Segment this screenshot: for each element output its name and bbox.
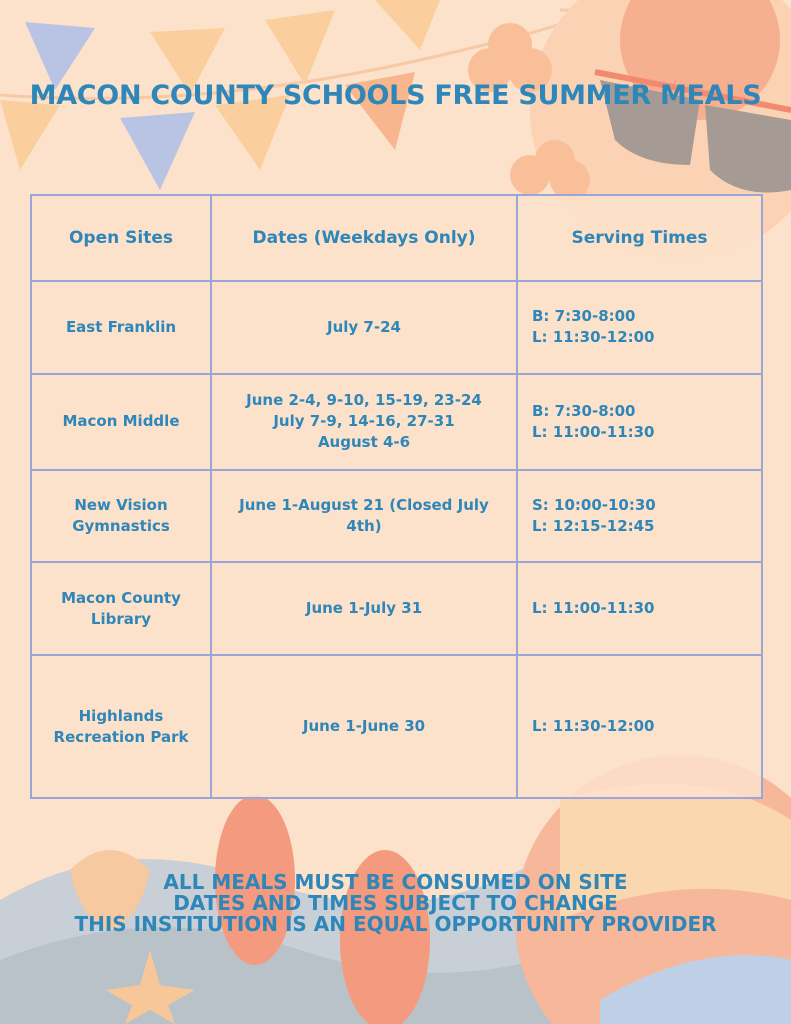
header-times: Serving Times [517,195,762,281]
table-header-row [31,195,762,281]
site-cell: Macon County Library [31,562,211,655]
schedule-table [30,194,761,799]
dates-cell: June 2-4, 9-10, 15-19, 23-24 July 7-9, 14-16, 27-31 August 4-6 [211,374,517,470]
times-cell: B: 7:30-8:00 L: 11:30-12:00 [517,281,762,373]
dates-cell: June 1-July 31 [211,562,517,655]
table-row [31,562,762,655]
header-sites: Open Sites [31,195,211,281]
footer-line: THIS INSTITUTION IS AN EQUAL OPPORTUNITY PROVIDER [74,912,717,936]
site-cell: New Vision Gymnastics [31,470,211,562]
table-row [31,655,762,798]
site-cell: Macon Middle [31,374,211,470]
times-cell: B: 7:30-8:00 L: 11:00-11:30 [517,374,762,470]
page-title: MACON COUNTY SCHOOLS FREE SUMMER MEALS [29,80,762,111]
dates-cell: June 1-August 21 (Closed July 4th) [211,470,517,562]
footer-notice [0,872,791,935]
footer-line: ALL MEALS MUST BE CONSUMED ON SITE [163,870,628,894]
table-row [31,374,762,470]
dates-cell: June 1-June 30 [211,655,517,798]
times-cell: S: 10:00-10:30 L: 12:15-12:45 [517,470,762,562]
table-row [31,470,762,562]
times-cell: L: 11:30-12:00 [517,655,762,798]
header-dates: Dates (Weekdays Only) [211,195,517,281]
times-cell: L: 11:00-11:30 [517,562,762,655]
table-row [31,281,762,373]
site-cell: East Franklin [31,281,211,373]
dates-cell: July 7-24 [211,281,517,373]
site-cell: Highlands Recreation Park [31,655,211,798]
footer-line: DATES AND TIMES SUBJECT TO CHANGE [173,891,618,915]
